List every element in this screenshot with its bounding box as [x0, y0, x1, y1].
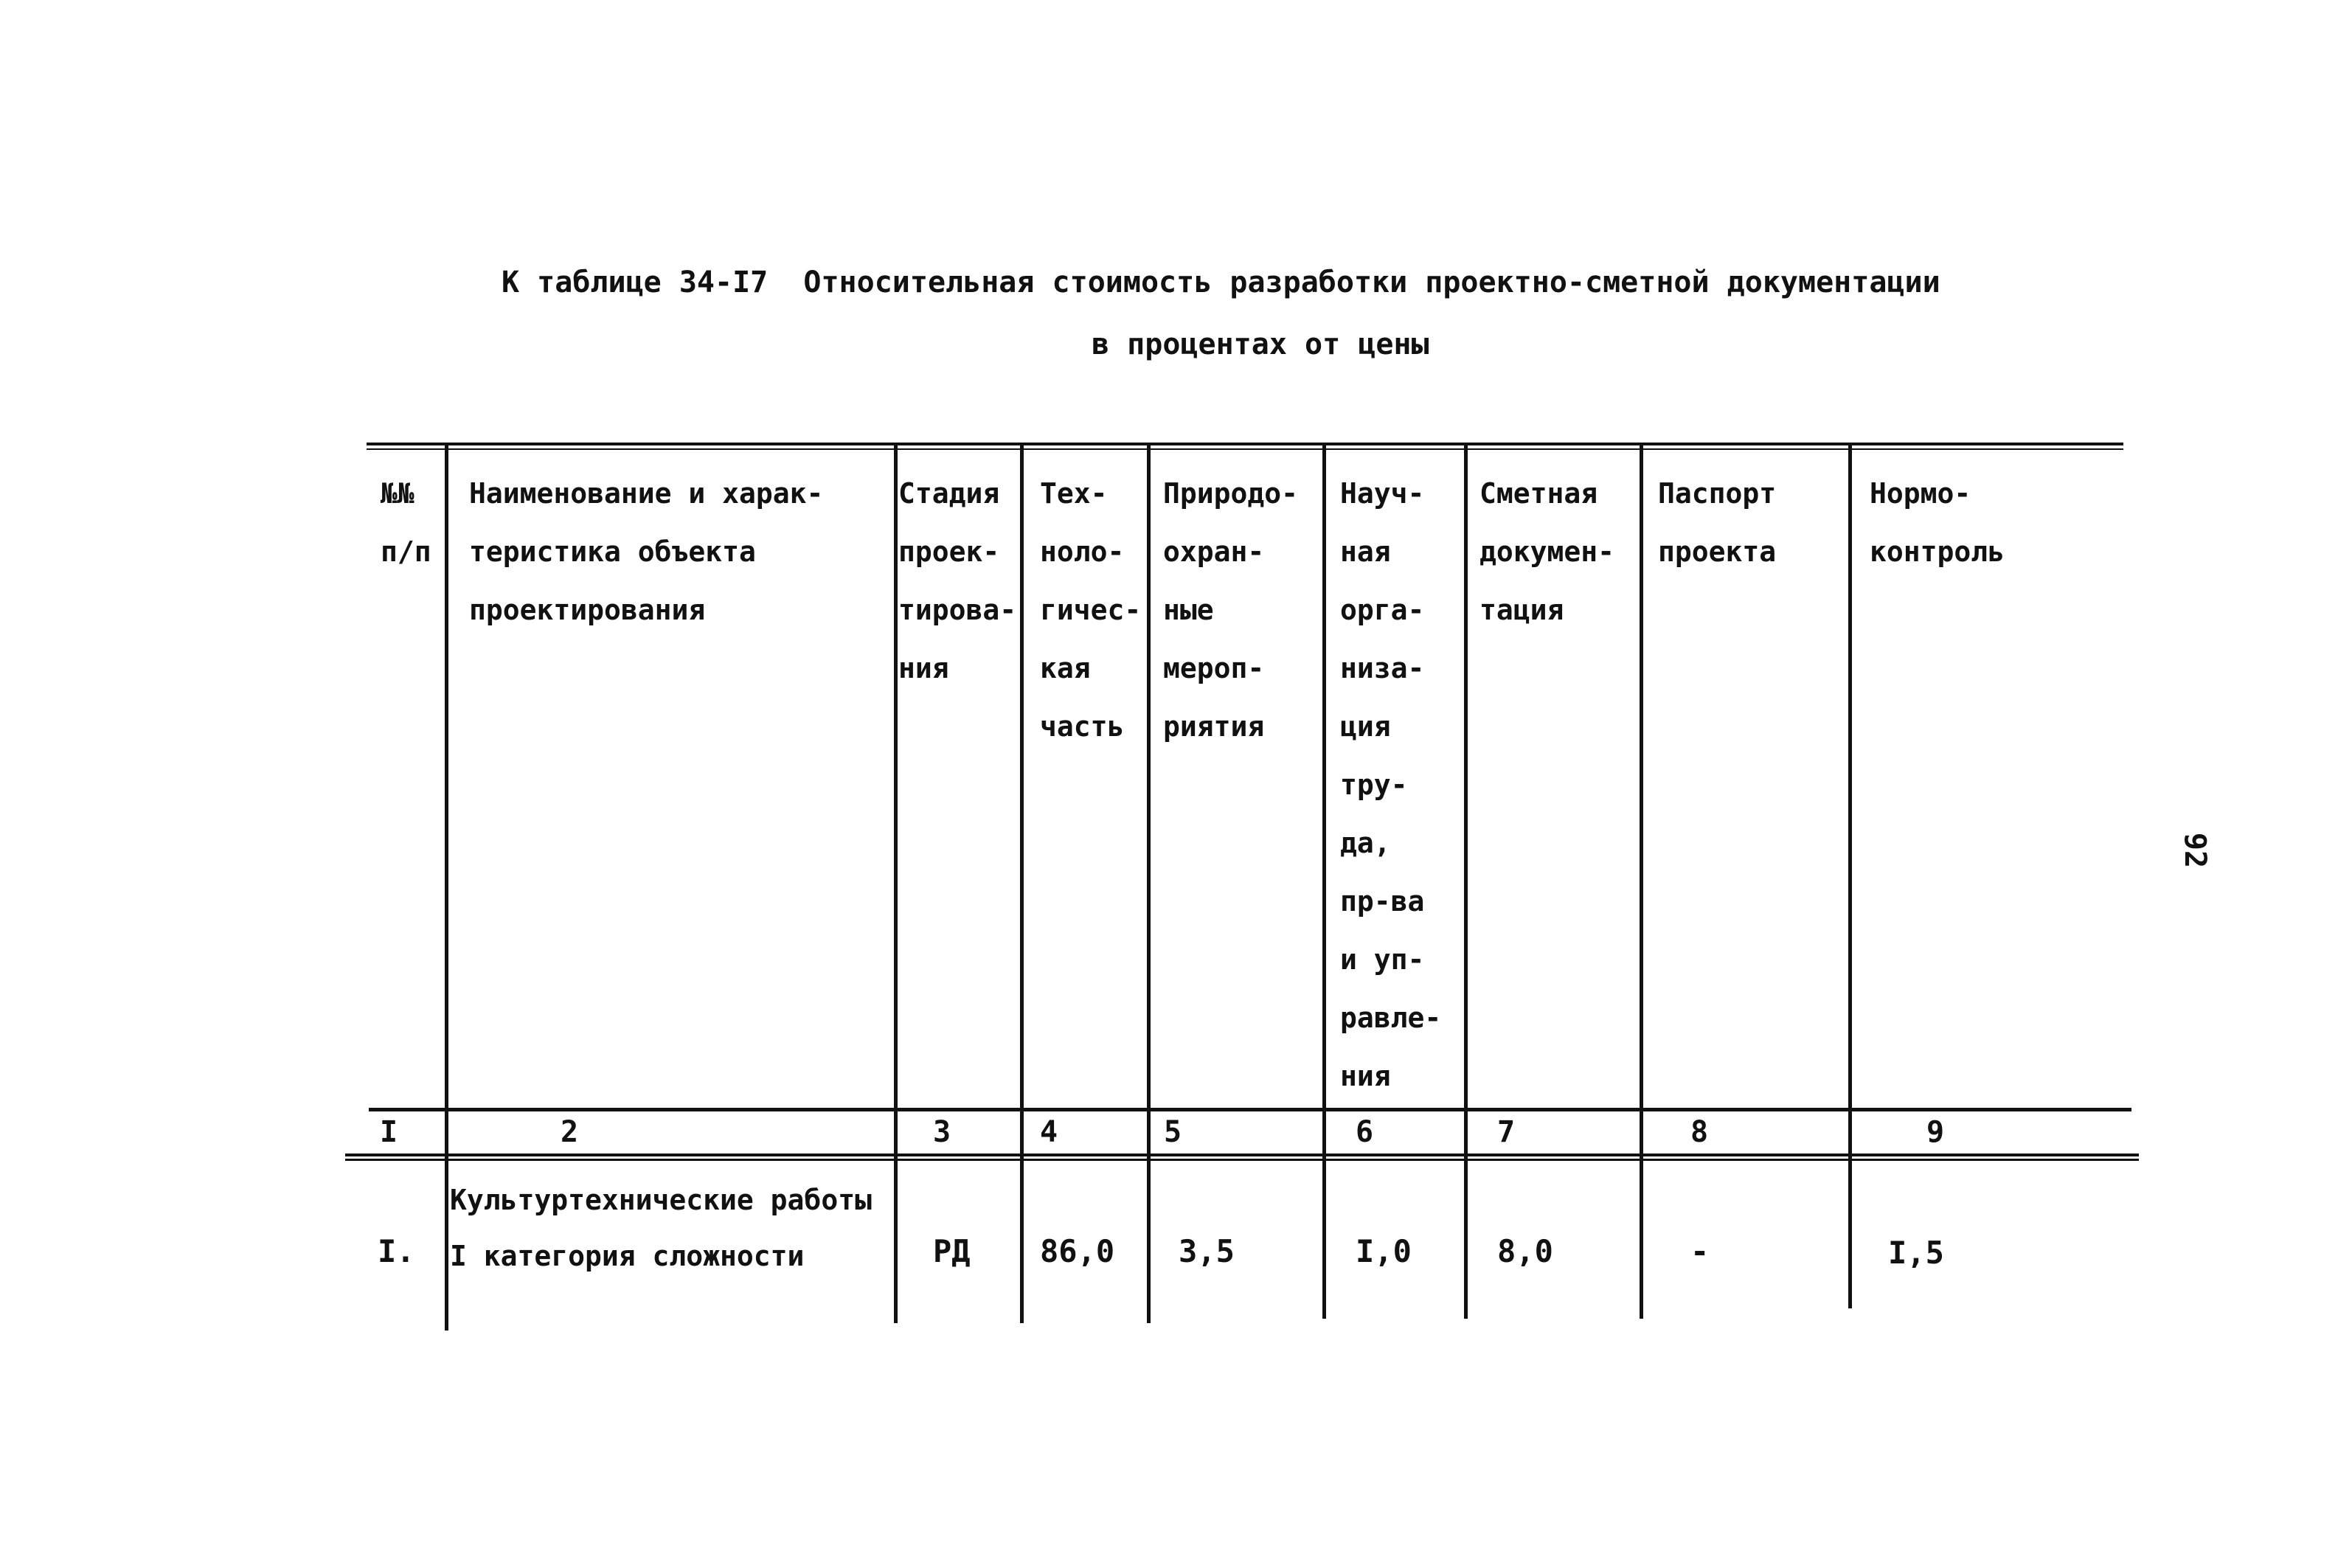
column-number-7: 7: [1497, 1115, 1516, 1149]
row-tech-part: 86,0: [1040, 1233, 1115, 1269]
col-sep-4: [1147, 445, 1151, 1323]
page-number: 92: [2178, 832, 2213, 869]
header-col-7: Сметная докумен- тация: [1479, 477, 1615, 626]
row-project-passport: -: [1690, 1233, 1710, 1269]
table-title: К таблице 34-I7 Относительная стоимость разработки проектно-сметной документации: [502, 266, 1940, 299]
table-top-rule-2: [367, 448, 2123, 450]
column-number-6: 6: [1356, 1115, 1374, 1149]
header-col-2: Наименование и харак- теристика объекта проектирования: [469, 477, 824, 626]
header-col-3: Стадия проек- тирова- ния: [898, 477, 1017, 684]
header-col-6: Науч- ная орга- низа- ция тру- да, пр-ва и уп- равле- ния: [1340, 477, 1442, 1092]
row-name-line2: I категория сложности: [450, 1240, 805, 1272]
numbers-bottom-rule-2: [345, 1159, 2139, 1161]
column-number-1: I: [380, 1115, 398, 1149]
column-number-2: 2: [561, 1115, 579, 1149]
header-col-4: Тех- ноло- гичес- кая часть: [1040, 477, 1142, 743]
row-stage: РД: [933, 1233, 971, 1269]
col-sep-6: [1464, 445, 1468, 1319]
numbers-bottom-rule: [345, 1154, 2139, 1156]
row-estimate-docs: 8,0: [1497, 1233, 1553, 1269]
col-sep-1: [445, 445, 448, 1331]
column-number-3: 3: [933, 1115, 951, 1149]
table-top-rule: [367, 443, 2123, 445]
header-bottom-rule: [369, 1108, 2131, 1111]
column-number-9: 9: [1926, 1115, 1945, 1149]
col-sep-3: [1020, 445, 1024, 1323]
header-col-9: Нормо- контроль: [1870, 477, 2005, 568]
header-col-1: №№ п/п: [381, 477, 431, 568]
column-number-5: 5: [1164, 1115, 1182, 1149]
column-number-8: 8: [1690, 1115, 1709, 1149]
row-normocontrol: I,5: [1888, 1235, 1944, 1271]
col-sep-5: [1322, 445, 1326, 1319]
col-sep-7: [1640, 445, 1643, 1319]
column-number-4: 4: [1040, 1115, 1058, 1149]
header-col-5: Природо- охран- ные мероп- риятия: [1163, 477, 1299, 743]
header-col-8: Паспорт проекта: [1658, 477, 1777, 568]
table-subtitle: в процентах от цены: [1092, 327, 1429, 361]
col-sep-8: [1848, 445, 1852, 1308]
row-labor-organization: I,0: [1356, 1233, 1412, 1269]
row-index: I.: [378, 1233, 415, 1269]
col-sep-2: [894, 445, 898, 1323]
row-nature-protection: 3,5: [1179, 1233, 1235, 1269]
row-name-line1: Культуртехнические работы: [450, 1184, 872, 1216]
